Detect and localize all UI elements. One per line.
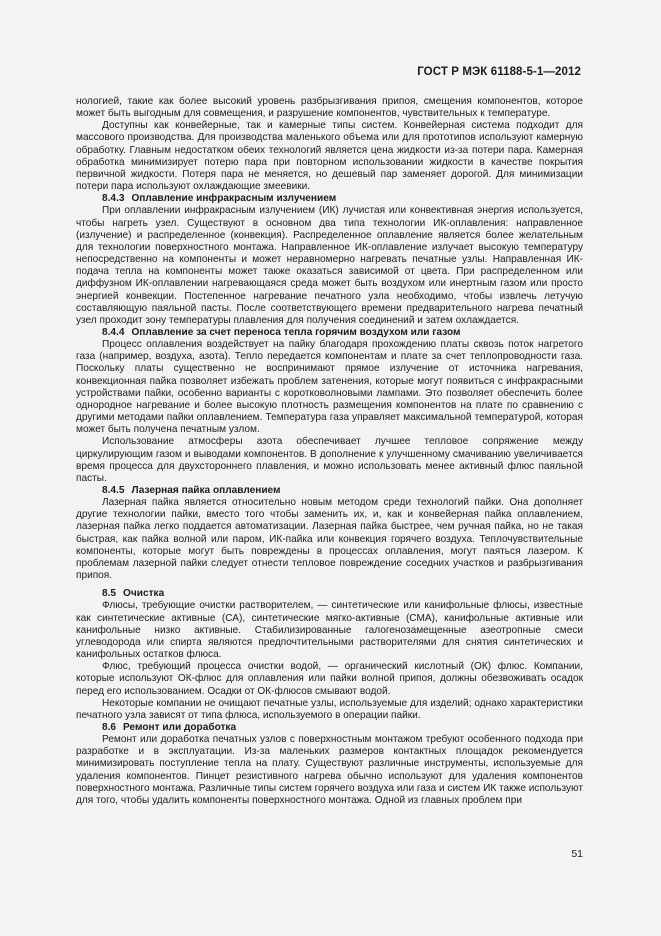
section-title: Оплавление инфракрасным излучением [131,193,337,205]
section-title: Очистка [123,588,165,600]
paragraph: Некоторые компании не очищают печатные узлы, используемые для изделий; однако характеристики печатного узла зависят от типа флюса, используемого в операции пайки. [76,697,583,721]
section-number: 8.4.4 [102,326,125,338]
paragraph: Флюсы, требующие очистки растворителем, — синтетические или канифольные флюсы, известные как синтетические активные (СА), синтетические мягко-активные (СМА), канифольные активные или канифольные низко активные. Стабилизированные галогенозамещенные азеотропные смеси углеводорода или спирта являются предпочтительными растворителями для снятия синтетических и канифольных остатков флюса. [76,600,583,661]
paragraph: Ремонт или доработка печатных узлов с поверхностным монтажом требуют особенного подхода при разработке и в эксплуатации. Из-за маленьких размеров контактных площадок рекомендуется минимизировать поступление тепла на плату. Существуют различные инструменты, используемые для удаления компонентов. Пинцет резистивного нагрева обычно используют для удаления компонентов поверхностного монтажа. Различные типы систем горячего воздуха или газа и систем ИК также используют для того, чтобы удалить компоненты поверхностного монтажа. Одной из главных проблем при [76,734,583,806]
document-header: ГОСТ Р МЭК 61188-5-1—2012 [417,66,581,78]
section-title: Оплавление за счет переноса тепла горячим воздухом или газом [131,326,461,338]
paragraph: Доступны как конвейерные, так и камерные типы систем. Конвейерная система подходит для массового производства. Для производства маленького объема или для прототипов используют камерную обработку. Главным недостатком обеих технологий является цена жидкости из-за потери пара. Камерная обработка минимизирует потерю пара при повторном использовании жидкости в качестве покрытия первичной жидкости. Потеря пара не меняется, но дешевый пар заменяет дорогой. Для минимизации потери пара используют охлаждающие змеевики. [76,120,583,193]
paragraph: Процесс оплавления воздействует на пайку благодаря прохождению платы сквозь поток нагретого газа (например, воздуха, азота). Тепло передается компонентам и плате за счет теплопроводности газа. Поскольку платы существенно не воспринимают прямое излучение от источника нагревания, конвекционная пайка позволяет избежать проблем затенения, которые могут появиться с инфракрасными устройствами пайки, особенно варианты с коротковолновыми лампами. Это позволяет обеспечить более однородное нагревание и более высокую плотность размещения компонентов на плате по сравнению с другими методами пайки оплавлением. Температура газа управляет максимальной температурой, которая может быть получена печатным узлом. [76,339,583,436]
section-number: 8.5 [102,588,117,600]
paragraph: При оплавлении инфракрасным излучением (ИК) лучистая или конвективная энергия используется, чтобы нагреть узел. Существуют в основном два типа технологии ИК-оплавления: направленное (излучение) и распределенное (конвекция). Распределенное оплавление является более желательным для технологии поверхностного монтажа. Направленное ИК-оплавление излучает высокую температуру непосредственно на компоненты и может неравномерно нагревать печатные узлы. Направленная ИК-подача тепла на компоненты может также оказаться зависимой от цвета. При распределенном или диффузном ИК-оплавлении нагревающаяся среда может быть воздухом или инертным газом или просто энергией конвекции. Постепенное нагревание печатного узла необходимо, чтобы извлечь летучую составляющую паяльной пасты. После соответствующего времени предварительного нагрева печатный узел проходит зону температуры плавления для получения соединений и затем охлаждается. [76,205,583,326]
section-number: 8.6 [102,721,117,733]
section-number: 8.4.3 [102,193,125,205]
section-heading-8-4-3 [76,193,583,205]
section-number: 8.4.5 [102,485,125,496]
section-heading-8-5 [76,588,583,600]
paragraph: Использование атмосферы азота обеспечивает лучшее тепловое сопряжение между циркулирующим газом и выводами компонентов. В дополнение к улучшенному смачиванию увеличивается время процесса для двухстороннего плавления, и можно использовать менее активный флюс паяльной пасты. [76,436,583,484]
section-heading-8-4-5 [76,485,583,497]
section-title: Лазерная пайка оплавлением [131,485,281,496]
section-title: Ремонт или доработка [123,721,237,733]
section-heading-8-6 [76,722,583,734]
paragraph: Лазерная пайка является относительно новым методом среди технологий пайки. Она дополняет другие технологии пайки, вместо того чтобы заменить их, и, как и конвейерная пайка оплавлением, лазерная пайка легко поддается автоматизации. Лазерная пайка быстрее, чем ручная пайка, но не такая быстрая, как пайка волной или паром, ИК-пайка или конвекция горячего воздуха. Теплочувствительные компоненты, которые могут быть повреждены в процессах оплавления, могут паяться лазером. К проблемам лазерной пайки следует отнести тепловое повреждение соседних участков и разбрызгивания припоя. [76,497,583,582]
paragraph: Флюс, требующий процесса очистки водой, — органический кислотный (ОК) флюс. Компании, которые используют ОК-флюс для оплавления или пайки волной припоя, должны обезвоживать осадок перед его использованием. Осадки от ОК-флюсов смывают водой. [76,661,583,697]
section-heading-8-4-4 [76,327,583,339]
page-number: 51 [571,848,583,860]
paragraph: нологией, такие как более высокий уровень разбрызгивания припоя, смещения компонентов, которое может быть выгодным для совмещения, и разрушение компонентов, чувствительных к температуре. [76,96,583,120]
document-body [76,96,583,807]
